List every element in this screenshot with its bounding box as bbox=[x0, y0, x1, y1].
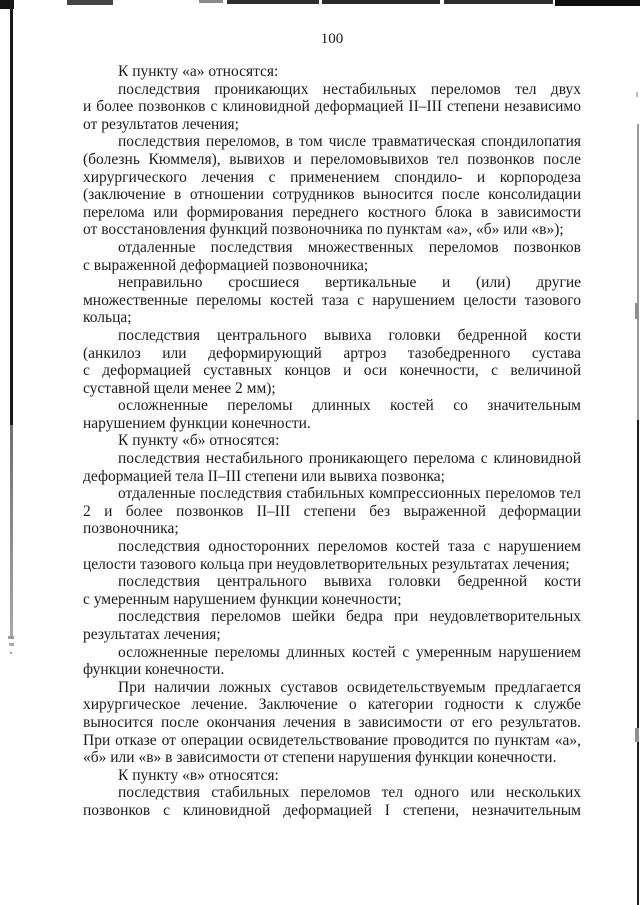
text-line: При отказе от операции освидетельствование проводится по пунктам «а», bbox=[83, 731, 581, 749]
text-line: «б» или «в» в зависимости от степени нарушения функции конечности. bbox=[83, 749, 557, 767]
text-line: осложненные переломы длинных костей с умеренным нарушением bbox=[118, 643, 581, 661]
text-line: последствия нестабильного проникающего перелома с клиновидной bbox=[118, 450, 581, 468]
paragraph bbox=[83, 608, 581, 643]
text-line: результатах лечения; bbox=[83, 626, 221, 643]
text-line: хирургического лечения с применением спондило- и корпородеза bbox=[83, 168, 581, 186]
text-line: позвонков с клиновидной деформацией I степени, незначительным bbox=[83, 801, 581, 819]
text-line: неправильно сросшиеся вертикальные и (или) другие bbox=[118, 274, 581, 292]
text-line: отдаленные последствия множественных переломов позвонков bbox=[118, 238, 581, 256]
text-line: К пункту «а» относятся: bbox=[118, 63, 279, 80]
paragraph bbox=[83, 327, 581, 397]
paragraph bbox=[83, 573, 581, 608]
text-line: от результатов лечения; bbox=[83, 115, 239, 133]
text-line: целости тазового кольца при неудовлетворительных результатах лечения; bbox=[83, 555, 570, 573]
scan-artifact-left-edge-line bbox=[10, 0, 13, 425]
text-line: последствия центрального вывиха головки бедренной кости bbox=[118, 573, 581, 591]
text-line: позвоночника; bbox=[83, 520, 179, 538]
text-line: последствия стабильных переломов тел одного или нескольких bbox=[118, 784, 581, 802]
text-line: отдаленные последствия стабильных компрессионных переломов тел bbox=[118, 485, 581, 503]
paragraph bbox=[83, 767, 581, 785]
text-line: суставной щели менее 2 мм); bbox=[83, 379, 276, 397]
text-line: последствия односторонних переломов костей таза с нарушением bbox=[118, 538, 581, 556]
text-line: последствия центрального вывиха головки бедренной кости bbox=[118, 326, 581, 344]
text-line: выносится после окончания лечения в зависимости от его результатов. bbox=[83, 713, 581, 731]
text-line: от восстановления функций позвоночника по пунктам «а», «б» или «в»); bbox=[83, 221, 564, 239]
text-line: хирургическое лечение. Заключение о категории годности к службе bbox=[83, 696, 581, 714]
text-line: К пункту «в» относятся: bbox=[118, 766, 279, 784]
text-line: последствия проникающих нестабильных переломов тел двух bbox=[118, 80, 581, 98]
text-line: функции конечности. bbox=[83, 661, 225, 679]
scan-artifact-top-segment bbox=[227, 0, 319, 4]
scan-artifact-top-segment bbox=[67, 0, 113, 5]
text-line: с умеренным нарушением функции конечности; bbox=[83, 590, 402, 608]
scan-artifact-top-segment bbox=[444, 0, 553, 4]
text-line: (заключение в отношении сотрудников выносится после консолидации bbox=[83, 186, 581, 204]
paragraph bbox=[83, 397, 581, 432]
text-line: последствия переломов шейки бедра при неудовлетворительных bbox=[118, 608, 581, 626]
paragraph bbox=[83, 133, 581, 239]
paragraph bbox=[83, 485, 581, 538]
scan-artifact-left-tick bbox=[8, 636, 14, 639]
paragraph bbox=[83, 450, 581, 485]
scan-artifact-left-dot bbox=[10, 652, 12, 654]
scan-artifact-top-left-corner bbox=[0, 0, 14, 9]
text-line: последствия переломов, в том числе травматическая спондилопатия bbox=[118, 133, 581, 151]
paragraph bbox=[83, 63, 581, 81]
text-line: 2 и более позвонков II–III степени без выраженной деформации bbox=[83, 502, 581, 520]
paragraph bbox=[83, 274, 581, 327]
text-line: с выраженной деформацией позвоночника; bbox=[83, 256, 369, 274]
paragraph bbox=[83, 239, 581, 274]
document-text bbox=[83, 63, 581, 820]
text-line: и более позвонков с клиновидной деформацией II–III степени независимо bbox=[83, 98, 581, 116]
scan-artifact-right-edge-line bbox=[637, 124, 639, 420]
page-number: 100 bbox=[320, 31, 344, 47]
scan-artifact-top-segment bbox=[199, 0, 223, 3]
text-line: перелома или формирования переднего костного блока в зависимости bbox=[83, 203, 581, 221]
text-line: нарушением функции конечности. bbox=[83, 414, 311, 432]
text-line: К пункту «б» относятся: bbox=[118, 432, 280, 450]
text-line: (болезнь Кюммеля), вывихов и переломовывихов тел позвонков после bbox=[83, 150, 581, 168]
paragraph bbox=[83, 81, 581, 134]
text-line: При наличии ложных суставов освидетельствуемым предлагается bbox=[118, 678, 581, 696]
paragraph bbox=[83, 679, 581, 767]
paragraph bbox=[83, 538, 581, 573]
scan-artifact-left-edge-line bbox=[10, 425, 13, 638]
scan-artifact-top-segment bbox=[322, 0, 440, 4]
text-line: деформацией тела II–III степени или вывиха позвонка; bbox=[83, 467, 445, 485]
text-line: кольца; bbox=[83, 309, 132, 327]
scan-artifact-right-mark bbox=[635, 303, 639, 319]
text-line: множественные переломы костей таза с нарушением целости тазового bbox=[83, 291, 581, 309]
paragraph bbox=[83, 784, 581, 819]
text-line: (анкилоз или деформирующий артроз тазобедренного сустава bbox=[83, 344, 581, 362]
scan-artifact-left-tick bbox=[9, 643, 14, 646]
paragraph bbox=[83, 644, 581, 679]
paragraph bbox=[83, 432, 581, 450]
text-line: осложненные переломы длинных костей со значительным bbox=[118, 397, 581, 415]
scan-artifact-right-dot bbox=[636, 92, 638, 97]
scan-artifact-right-mark bbox=[635, 728, 639, 742]
scan-artifact-right-edge-line bbox=[637, 420, 639, 905]
scan-artifact-top-segment bbox=[555, 0, 640, 6]
text-line: с деформацией суставных концов и оси конечности, с величиной bbox=[83, 362, 581, 380]
